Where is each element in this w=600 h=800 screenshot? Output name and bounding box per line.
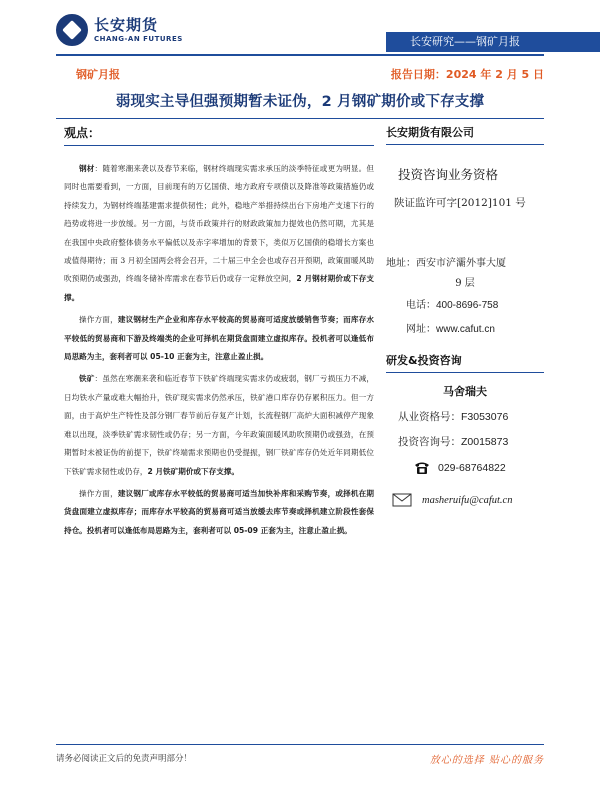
analyst-email-address[interactable]: masheruifu@cafut.cn — [422, 494, 513, 506]
paragraph-conclusion: 2 月铁矿期价或下存支撑。 — [147, 466, 239, 476]
analyst-phone-number: 029-68764822 — [438, 462, 506, 474]
research-heading: 研发&投资咨询 — [386, 352, 544, 373]
title-divider — [56, 118, 544, 119]
company-phone — [386, 294, 544, 318]
report-date: 报告日期：2024 年 2 月 5 日 — [390, 68, 544, 81]
paragraph-text: 操作方面， — [79, 488, 118, 498]
report-series-band: 长安研究——钢矿月报 — [386, 32, 600, 52]
report-title: 弱现实主导但强预期暂未证伪，2 月钢矿期价或下存支撑 — [115, 94, 485, 110]
paragraph-conclusion: 建议钢厂或库存水平较低的贸易商可适当加快补库和采购节奏，或择机在期货盘面建立虚拟库存；而库存水平较高的贸易商可适当放缓去库节奏或择机建立阶段性套保持仓。投机者可以逢低布局思路为主，套利者可以 05-09 正套为主，注意止盈止损。 — [64, 488, 375, 535]
paragraph-text: ：虽然在寒潮来袭和临近春节下铁矿终端现实需求仍或疲弱，钢厂亏损压力不减，日均铁水产量或难大幅抬升，铁矿现实需求仍然承压，铁矿港口库存仍存累积压力。但一方面，由于高炉生产特性及部分钢厂春节前后存复产计划，长流程钢厂高炉大面积减停产现象难以出现，淡季铁矿需求韧性或仍存；另一方面，今年政策面暖风助吹预期仍或强劲，在预期暂时未被证伪的前提下，铁矿终端需求预期也仍受提振，钢厂铁矿库存仍处近年同期低位下铁矿需求韧性或仍存， — [64, 374, 375, 476]
header-divider — [56, 54, 544, 56]
paragraph-text: 操作方面， — [79, 315, 118, 325]
address-line1: 地址：西安市浐灞外事大厦 — [386, 258, 506, 269]
company-address — [386, 254, 544, 294]
report-category: 钢矿月报 — [76, 68, 120, 81]
main-content — [64, 124, 374, 544]
phone-number: 400-8696-758 — [436, 300, 499, 311]
license-number: 陕证监许可字[2012]101 号 — [394, 197, 526, 209]
sidebar — [386, 124, 544, 507]
analyst-phone — [386, 461, 544, 475]
paragraph-steel-operation — [64, 311, 374, 366]
section-divider — [64, 145, 374, 146]
logo-english-name: CHANG-AN FUTURES — [94, 35, 183, 43]
paragraph-conclusion: 2 月钢材期价或下存支撑。 — [64, 274, 374, 302]
analyst-name: 马舍瑞夫 — [443, 385, 487, 398]
section-title: 观点： — [64, 126, 101, 140]
website-label: 网址： — [406, 324, 436, 335]
analyst-email — [386, 493, 544, 507]
company-logo-icon — [56, 14, 88, 46]
company-name: 长安期货有限公司 — [386, 124, 544, 145]
paragraph-steel — [64, 160, 374, 307]
paragraph-iron-ore — [64, 370, 374, 480]
paragraph-lead: 钢材 — [79, 164, 95, 173]
website-link[interactable]: www.cafut.cn — [436, 324, 495, 335]
logo-chinese-name: 长安期货 — [94, 16, 159, 34]
envelope-icon — [392, 493, 412, 507]
advisor-number — [386, 434, 544, 449]
certificate-value: F3053076 — [461, 411, 509, 423]
company-website — [386, 318, 544, 342]
page-header — [0, 0, 600, 60]
phone-label: 电话： — [406, 300, 436, 311]
paragraph-iron-ore-operation — [64, 485, 374, 540]
disclaimer-note: 请务必阅读正文后的免责声明部分！ — [56, 754, 193, 764]
paragraph-conclusion: 建议钢材生产企业和库存水平较高的贸易商可适度放缓销售节奏；而库存水平较低的贸易商和下游及终端类的企业可择机在期货盘面建立虚拟库存。投机者可以逢低布局思路为主，套利者可以 05-10 正套为主，注意止盈止损。 — [64, 315, 375, 362]
paragraph-text: ：随着寒潮来袭以及春节来临，钢材终端现实需求承压的淡季特征或更为明显。但同时也需要看到，一方面，目前现有的万亿国债、地方政府专项债以及降准等政策措施仍或持续发力，为钢材终端基建需求提供韧性；此外，稳地产举措持续出台下房地产支速下行的趋势或将进一步放缓。另一方面，与货币政策并行的财政政策加力提效也仍然可期，尤其是在我国中央政府整体债务水平偏低以及赤字率增加的背景下，类似万亿国债的稳增长方案也或值得期待；而 3 月初全国两会将会召开，二十届三中全会也或存召开预期，政策面暖风助吹预期仍或强劲，终端冬储补库需求在春节后仍或存一定释放空间， — [64, 164, 375, 284]
advisor-value: Z0015873 — [461, 436, 509, 448]
telephone-icon — [414, 461, 430, 475]
qualification: 投资咨询业务资格 — [398, 167, 499, 182]
footer-divider — [56, 744, 544, 745]
certificate-label: 从业资格号： — [398, 411, 461, 423]
advisor-label: 投资咨询号： — [398, 436, 461, 448]
paragraph-lead: 铁矿 — [79, 374, 95, 384]
company-slogan: 放心的选择 贴心的服务 — [429, 755, 544, 766]
certificate-number — [386, 409, 544, 424]
address-line2: 9 层 — [455, 278, 475, 289]
